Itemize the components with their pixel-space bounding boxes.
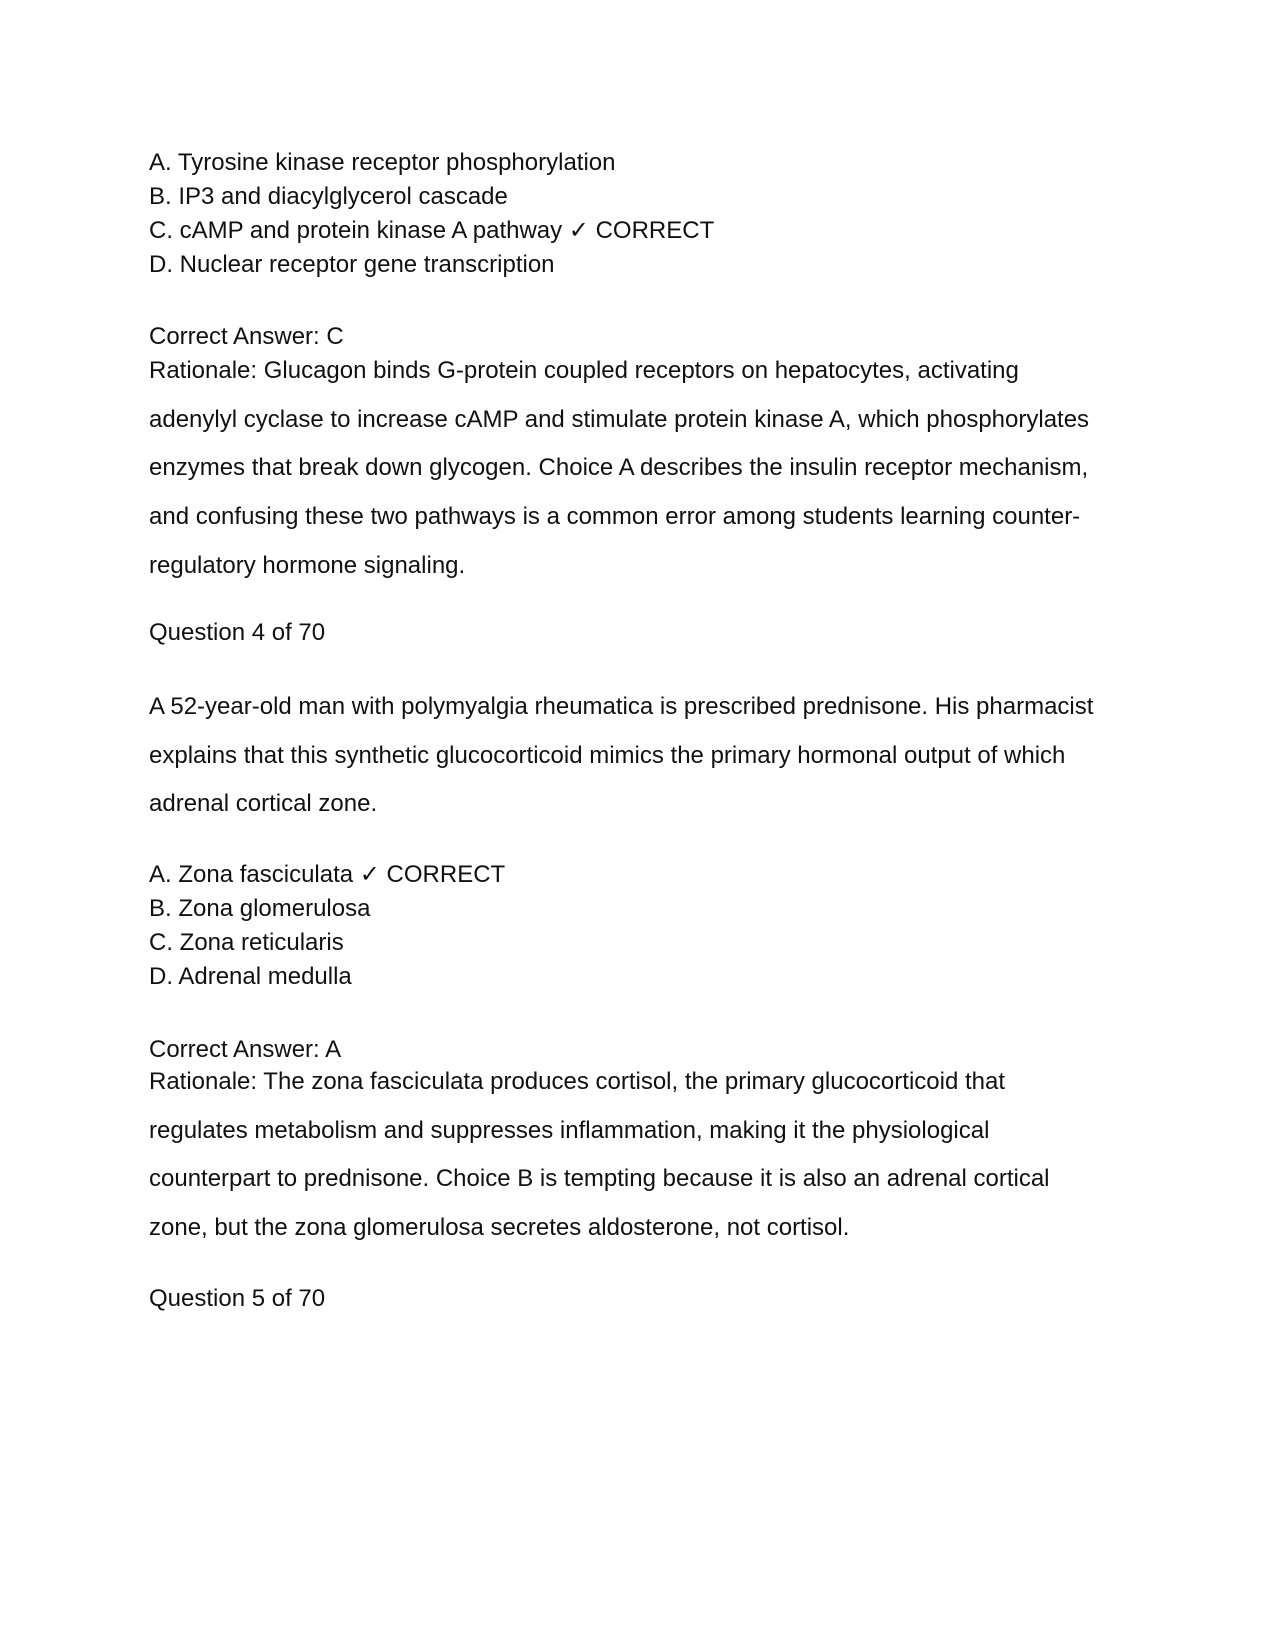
q3-rationale: Rationale: Glucagon binds G-protein coupled receptors on hepatocytes, activating adenylyl cyclase to increase cAMP and stimulate protein kinase A, which phosphorylates enzymes that break down glycogen. Choice A describes the insulin receptor mechanism, and confusing these two pathways is a common error among students learning counter-regulatory hormone signaling.	[149, 357, 1090, 579]
q4-heading: Question 4 of 70	[149, 619, 326, 646]
q4-option-c: C. Zona reticularis	[149, 929, 344, 956]
q5-heading: Question 5 of 70	[149, 1285, 326, 1312]
q3-option-d: D. Nuclear receptor gene transcription	[149, 251, 555, 278]
q4-option-b: B. Zona glomerulosa	[149, 895, 371, 922]
q4-correct-answer: Correct Answer: A	[149, 1036, 342, 1063]
q3-option-c: C. cAMP and protein kinase A pathway ✓ CORRECT	[149, 217, 715, 244]
q3-option-a: A. Tyrosine kinase receptor phosphorylation	[149, 149, 616, 176]
q3-option-b: B. IP3 and diacylglycerol cascade	[149, 183, 508, 210]
q4-rationale: Rationale: The zona fasciculata produces cortisol, the primary glucocorticoid that regulates metabolism and suppresses inflammation, making it the physiological counterpart to prednisone. Choice B is tempting because it is also an adrenal cortical zone, but the zona glomerulosa secretes aldosterone, not cortisol.	[149, 1068, 1050, 1242]
q3-correct-answer: Correct Answer: C	[149, 323, 344, 350]
q4-option-a: A. Zona fasciculata ✓ CORRECT	[149, 861, 506, 888]
q4-stem: A 52-year-old man with polymyalgia rheumatica is prescribed prednisone. His pharmacist explains that this synthetic glucocorticoid mimics the primary hormonal output of which adrenal cortical zone.	[149, 693, 1094, 818]
q4-option-d: D. Adrenal medulla	[149, 963, 352, 990]
